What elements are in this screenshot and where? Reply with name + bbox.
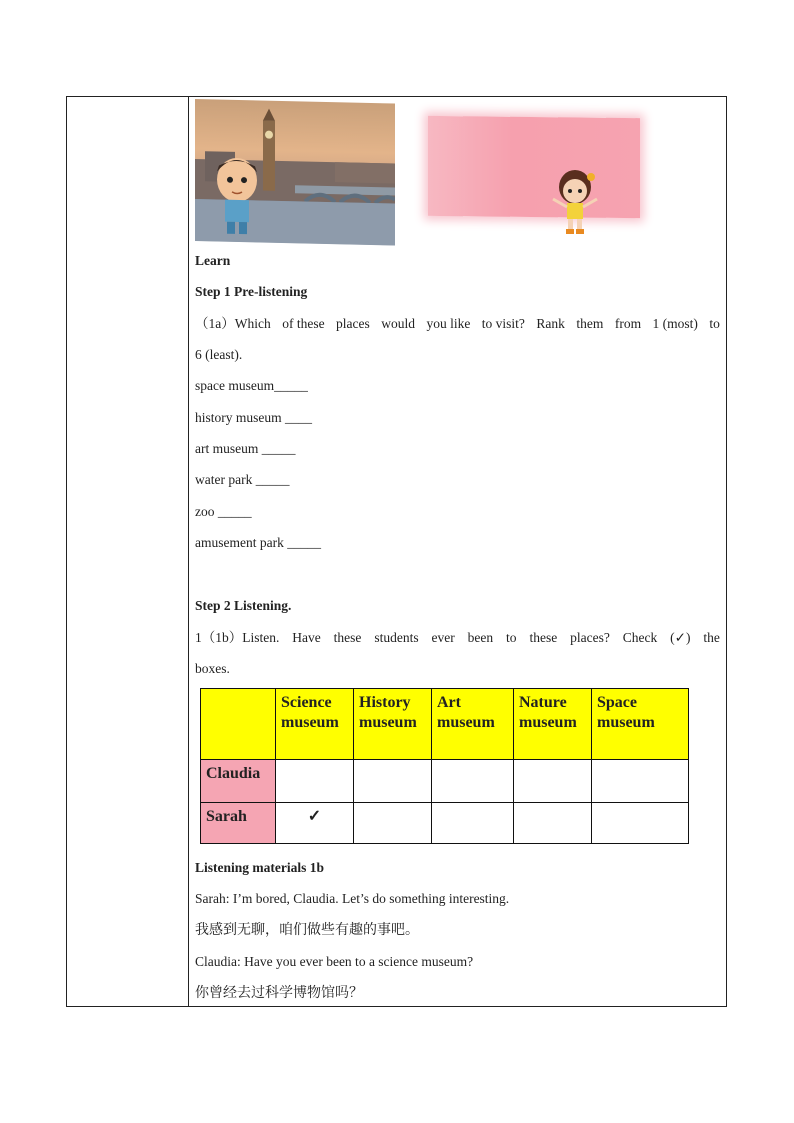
check-cell[interactable] — [592, 760, 689, 803]
learn-heading: Learn — [195, 253, 231, 268]
table-header-cell: Nature museum — [514, 689, 592, 760]
rank-item: zoo _____ — [195, 504, 252, 519]
rank-item: amusement park _____ — [195, 535, 321, 550]
check-cell[interactable]: ✓ — [276, 803, 354, 844]
london-photo — [195, 99, 395, 246]
check-table — [200, 688, 689, 844]
dialogue-line: Claudia: Have you ever been to a science museum? — [195, 954, 474, 969]
check-cell[interactable] — [276, 760, 354, 803]
dialogue-line: Sarah: I’m bored, Claudia. Let’s do something interesting. — [195, 891, 510, 906]
girl-cartoon — [547, 169, 603, 239]
check-cell[interactable] — [354, 803, 432, 844]
check-cell[interactable] — [432, 760, 514, 803]
check-cell[interactable] — [354, 760, 432, 803]
dialogue-translation: 你曾经去过科学博物馆吗？ — [195, 985, 363, 1001]
check-cell[interactable] — [432, 803, 514, 844]
materials-title: Listening materials 1b — [195, 860, 325, 875]
table-header-cell: History museum — [354, 689, 432, 760]
lesson-table — [66, 96, 727, 1007]
column-divider — [188, 97, 189, 1006]
table-row — [201, 803, 689, 844]
check-cell[interactable] — [514, 760, 592, 803]
step2-title: Step 2 Listening. — [195, 598, 292, 613]
table-row — [201, 760, 689, 803]
table-header-cell: Space museum — [592, 689, 689, 760]
step1-instruction: （1a）Which of these places would you like to visit? Rank them from 1 (most) to — [195, 316, 720, 331]
row-name-cell: Sarah — [201, 803, 276, 844]
pink-panel — [428, 116, 640, 218]
step1-title: Step 1 Pre-listening — [195, 284, 308, 299]
table-header-cell: Art museum — [432, 689, 514, 760]
row-name-cell: Claudia — [201, 760, 276, 803]
table-header-cell: Science museum — [276, 689, 354, 760]
rank-item: history museum ____ — [195, 410, 312, 425]
check-cell[interactable] — [592, 803, 689, 844]
check-cell[interactable] — [514, 803, 592, 844]
dialogue-translation: 我感到无聊，咱们做些有趣的事吧。 — [195, 922, 419, 938]
rank-item: space museum_____ — [195, 378, 308, 393]
step2-instruction-cont: boxes. — [195, 661, 230, 676]
rank-item: art museum _____ — [195, 441, 296, 456]
table-corner-cell — [201, 689, 276, 760]
rank-item: water park _____ — [195, 472, 290, 487]
step2-instruction: 1（1b）Listen. Have these students ever been to these places? Check (✓) the — [195, 630, 720, 645]
step1-instruction-cont: 6 (least). — [195, 347, 243, 362]
table-header-row — [201, 689, 689, 760]
